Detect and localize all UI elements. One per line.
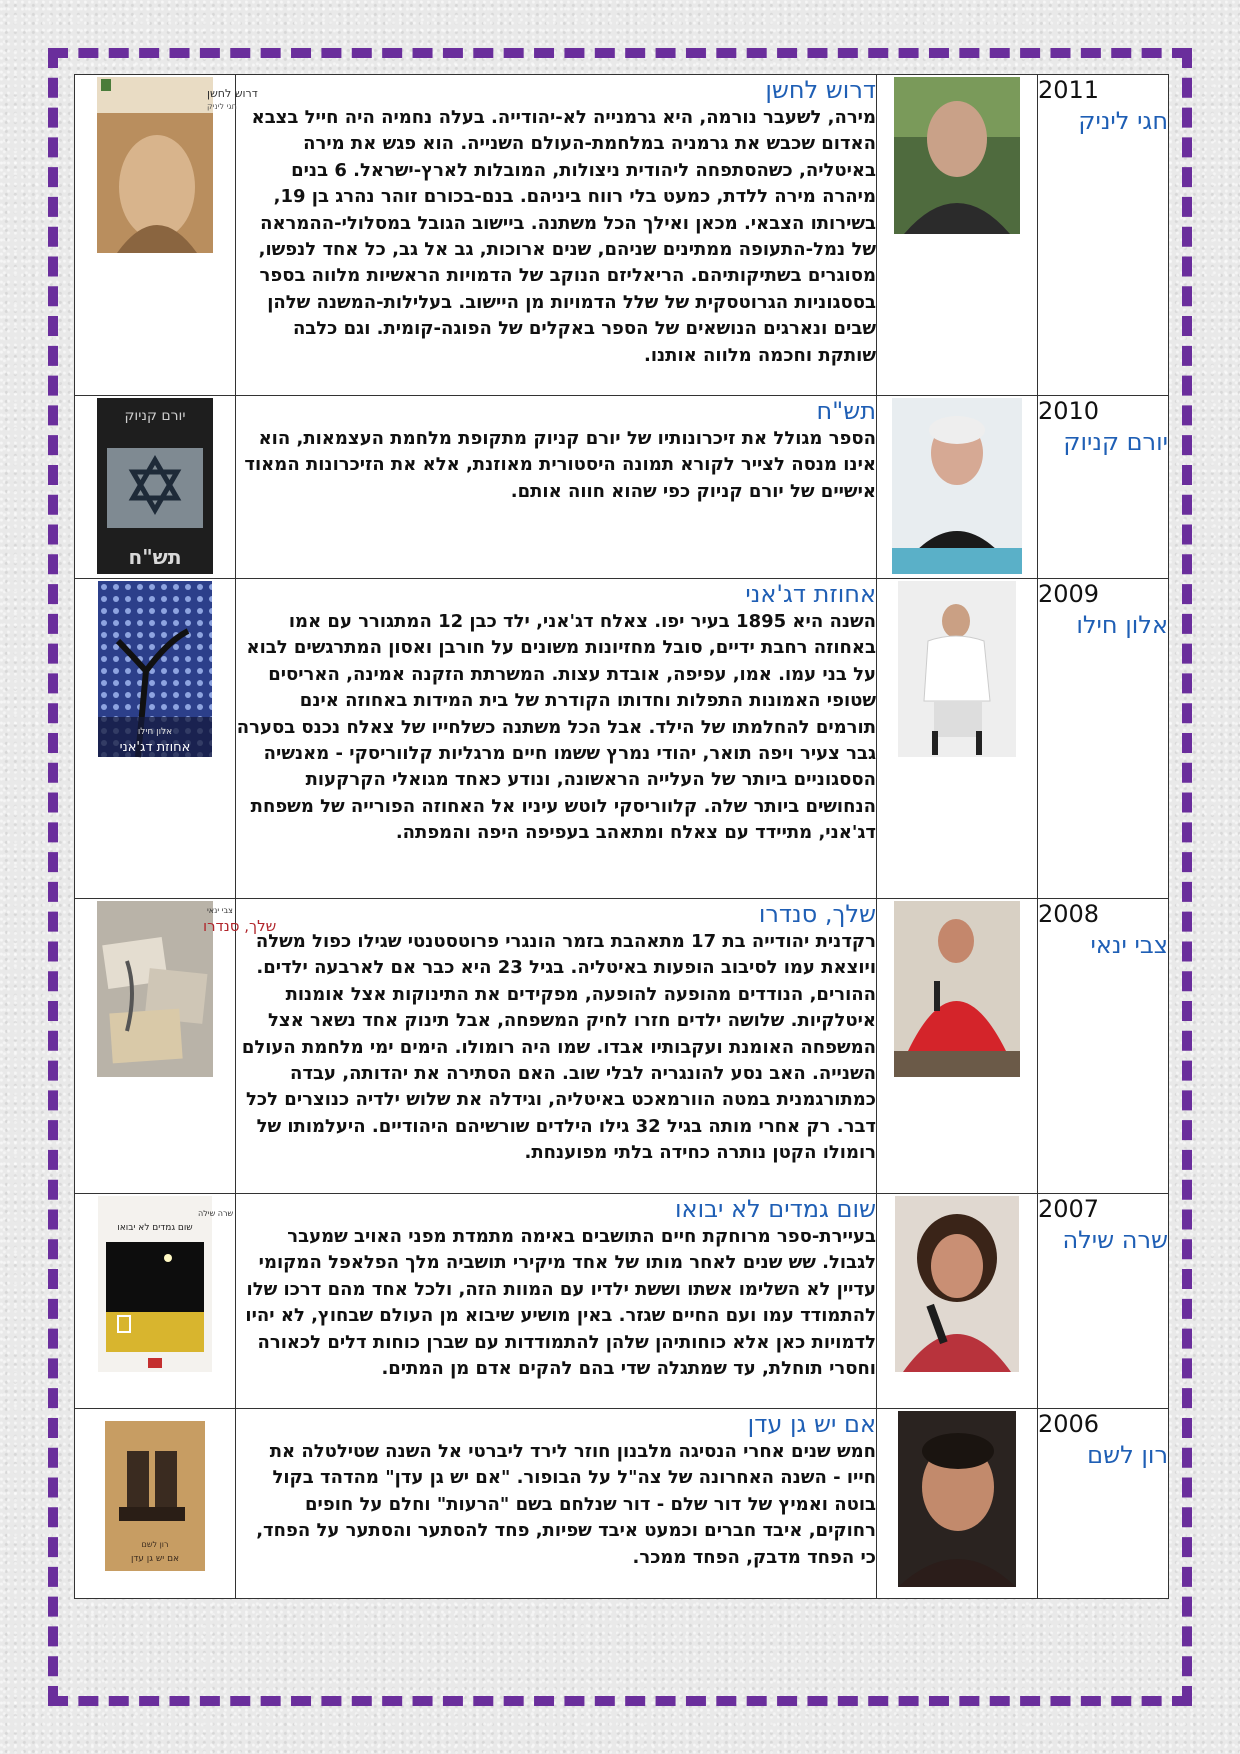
book-description: רקדנית יהודייה בת 17 מתאהבת בזמר הונגרי פרוטסטנטי שגילו כפול משלה ויוצאת עמו לסיבוב הופעות באיטליה. בגיל 23 היא כבר אם לארבעה ילדים. ההורים, הנודדים מהופעה להופעה, מפקידים את התינוקות אצל אומנות איטלקיות. שלושה ילדים חזרו לחיק המשפחה, אבל תינוק אחד נשאר אצל המשפחה האומנת ועקבותיו אבדו. שמו היה רומולו. הימים ימי מלחמת העולם השנייה. האב נסע להונגריה לבלי שוב. האם הסתירה את יהדותה, עבדה כמתורגמנית במטה הוורמאכט באיטליה, וגידלה את שלוש ילדיה כנוצרים לכל דבר. רק אחרי מותה בגיל 32 גילו הילדים שורשיהם היהודיים. היעלמותו של רומולו הקטן נותרה כחידה בלתי מפוענחת. [241, 931, 876, 1164]
award-row-2009 [75, 579, 1169, 899]
cover-author-text: יורם קניוק [124, 408, 186, 424]
author-name: יורם קניוק [1063, 428, 1168, 456]
author-name: אלון חילו [1076, 611, 1168, 639]
book-title: שלך, סנדרו [758, 900, 876, 928]
book-description: חמש שנים אחרי הנסיגה מלבנון חוזר לירד ליברטי אל השנה שטילטלה את חייו - השנה האחרונה של צה"ל על הבופור. "אם יש גן עדן" מהדהד בקול בוטה ואמיץ של דור שלם - דור שנלחם בשם "הרעות" וחלם על חופים רחוקים, איבד חברים וכמעט איבד שפיות, פחד להסתער והסתער על הפחד, כי הפחד מדבק, הפחד ממכר. [256, 1441, 876, 1568]
book-description: השנה היא 1895 בעיר יפו. צאלח דג'אני, ילד כבן 12 המתגורר עם אמו באחוזה רחבת ידיים, סובל מחזיונות משונים על חורבן ואסון המתרגשים לבוא על בני עמו. אמו, עפיפה, אובדת עצות. המשרתת הזקנה אמינה, האריסים שטופי האמונות התפלות וחדותו הקודרת של בית המידות באחוזה אינם תורמים להחלמתו של הילד. אבל הכל משתנה כשלחייו של צאלח נכנס בסערה גבר צעיר ויפה תואר, יהודי נמרץ ששמו חיים מרגליות קלווריסקי - מאנשיה הססגוניים ביותר של העלייה הראשונה, ונודע כאחד מגואלי הקרקעות הנחושים ביותר שלה. קלווריסקי לוטש עיניו אל האחוזה הפורייה של משפחת דג'אני, מתיידד עם צאלח ומתאהב בעפיפה היפה והמפתה. [236, 611, 876, 844]
author-name: שרה שילה [1062, 1226, 1168, 1254]
cover-author-text: שרה שילה [198, 1209, 234, 1218]
book-cover [97, 901, 277, 1077]
year-author-cell [1038, 396, 1169, 579]
book-description-cell [236, 75, 877, 396]
book-description: בעיירת-ספר מרוחקת חיים התושבים באימה מתמדת מפני האויב שמעבר לגבול. שש שנים לאחר מותו של אחד מיקירי תושביה מלך הפלאפל המקומי עדיין לא השלימו אשתו וששת ילדיו עם המוות הזה, ולכל אחד מהם דרכו שלו להתמודד עמו ועם החיים שגזר. באין מושיע שיבוא מן העולם שבחוץ, לא יהיו לדמויות כאן אלא כוחותיהן שלהן להתמודדות עם שברן כוחות דלים לכאורה וחסרי תוחלת, עד שמתגלה שדי בהם להקים אדם מן המתים. [245, 1226, 876, 1380]
cover-title-text: דרוש לחשן [207, 87, 258, 100]
book-cover [98, 1196, 234, 1372]
book-cover-cell [75, 579, 236, 899]
book-title: אחוזת דג'אני [745, 580, 876, 608]
cover-title-text: שום גמדים לא יבואו [117, 1223, 193, 1233]
year-author-cell [1038, 1409, 1169, 1599]
year-author-cell [1038, 75, 1169, 396]
author-photo [898, 1411, 1016, 1587]
author-photo-cell [877, 396, 1038, 579]
author-name: חגי ליניק [1078, 107, 1168, 135]
book-cover-cell [75, 1409, 236, 1599]
author-photo-cell [877, 899, 1038, 1194]
book-cover [97, 398, 213, 574]
book-cover [98, 581, 212, 757]
cover-author-text: אלון חילו [137, 727, 173, 737]
author-photo [895, 1196, 1019, 1372]
award-year: 2007 [1038, 1195, 1100, 1223]
year-author-cell [1038, 579, 1169, 899]
award-row-2006 [75, 1409, 1169, 1599]
year-author-cell [1038, 899, 1169, 1194]
book-description-cell [236, 899, 877, 1194]
book-description-cell [236, 579, 877, 899]
author-photo-cell [877, 1409, 1038, 1599]
book-description-cell [236, 396, 877, 579]
award-row-2011 [75, 75, 1169, 396]
year-author-cell [1038, 1194, 1169, 1409]
book-cover [89, 1411, 221, 1581]
book-cover-cell [75, 899, 277, 1194]
author-name: רון לשם [1087, 1441, 1168, 1469]
book-title: שום גמדים לא יבואו [675, 1195, 876, 1223]
cover-title-text: תש"ח [128, 545, 182, 569]
cover-title-text: אחוזת דג'אני [119, 740, 191, 755]
book-description-cell [236, 1194, 877, 1409]
book-title: דרוש לחשן [765, 76, 876, 104]
award-year: 2009 [1038, 580, 1100, 608]
author-photo [894, 901, 1020, 1077]
cover-title-text: אם יש גן עדן [130, 1554, 180, 1564]
book-title: תש"ח [816, 397, 876, 425]
author-photo-cell [877, 1194, 1038, 1409]
award-year: 2006 [1038, 1410, 1100, 1438]
cover-title-text: שלך, סנדרו [203, 917, 277, 935]
book-cover-cell [75, 396, 236, 579]
award-year: 2008 [1038, 900, 1100, 928]
award-year: 2011 [1038, 76, 1100, 104]
cover-author-text: חגי ליניק [207, 102, 237, 111]
book-description: הספר מגולל את זיכרונותיו של יורם קניוק מתקופת מלחמת העצמאות, הוא אינו מנסה לצייר לקורא תמונה היסטורית מאוזנת, אלא את הזיכרונות המאוד אישיים של יורם קניוק כפי שהוא חווה אותם. [244, 428, 876, 502]
award-row-2010 [75, 396, 1169, 579]
award-row-2007 [75, 1194, 1169, 1409]
author-photo [892, 398, 1022, 574]
award-year: 2010 [1038, 397, 1100, 425]
cover-author-text: צבי ינאי [207, 906, 233, 915]
author-photo [894, 77, 1020, 234]
awards-table [74, 74, 1169, 1599]
author-photo-cell [877, 579, 1038, 899]
book-title: אם יש גן עדן [747, 1410, 876, 1438]
book-description: מירה, לשעבר נורמה, היא גרמנייה לא-יהודייה. בעלה נחמיה היה חייל בצבא האדום שכבש את גרמניה במלחמת-העולם השנייה. הוא פגש את מירה באיטליה, כשהסתפחה ליהודית ניצולות, המובלות לארץ-ישראל. 6 בנים מיהרה מירה ללדת, כמעט בלי רווח ביניהם. בנם-בכורם זוהר נהרג בן 19, בשירותו הצבאי. מכאן ואילך הכל משתנה. ביישוב הגובל במסלולי-ההמראה של נמל-התעופה ממתינים שניהם, שנים ארוכות, גב אל גב, כל אחד לנפשו, מסוגרים בשתיקותיהם. הריאליזם הנוקב של הדמויות הראשיות מלווה בספר בססגוניות הגרוטסקית של שלל הדמויות מן היישוב. בעלילות-המשנה שלהן שבים ונארגים הנושאים של הספר באקלים של הפוגה-קומית. וגם כלבה שותקת וחכמה מלווה אותנו. [251, 107, 876, 366]
award-row-2008 [75, 899, 1169, 1194]
book-cover-cell [75, 1194, 236, 1409]
author-photo-cell [877, 75, 1038, 396]
book-cover-cell [75, 75, 258, 396]
cover-author-text: רון לשם [141, 1540, 169, 1549]
book-description-cell [236, 1409, 877, 1599]
author-photo [898, 581, 1016, 757]
book-cover [97, 77, 258, 253]
author-name: צבי ינאי [1090, 931, 1168, 959]
